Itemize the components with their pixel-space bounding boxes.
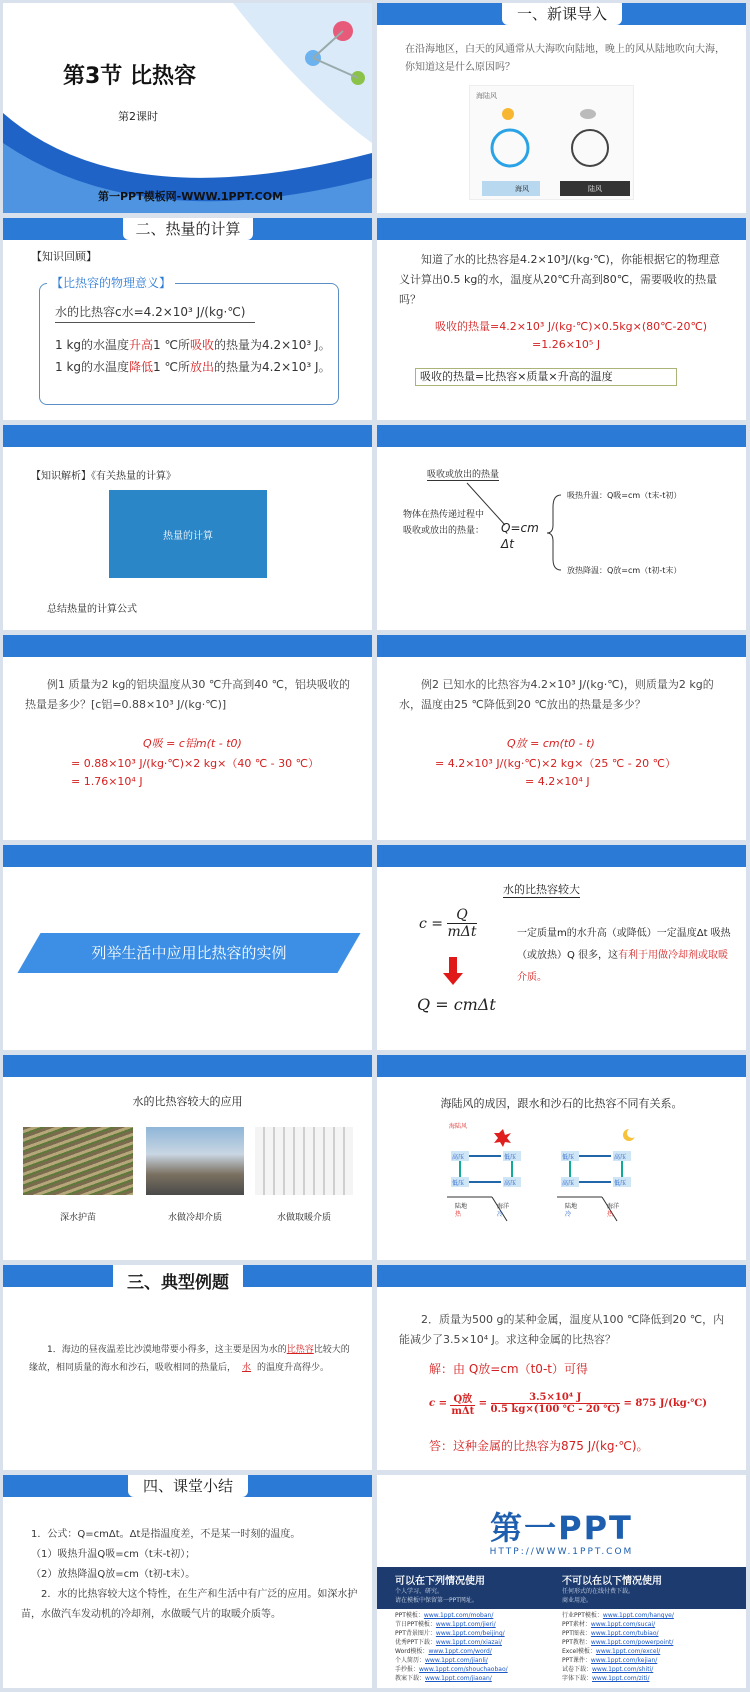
link-kejian[interactable]: www.1ppt.com/kejian/ <box>590 1657 658 1664</box>
solution-line-3: = 1.76×10⁴ J <box>71 775 143 788</box>
can-use-list: 个人学习、研究。 请在模板中保留第一PPT网址。 <box>395 1588 478 1604</box>
header-bar <box>377 1265 746 1287</box>
link-xiazai[interactable]: www.1ppt.com/xiazai/ <box>435 1639 502 1646</box>
summary-point-2: （1）吸热升温Q吸=cm（t末-t初）； <box>31 1549 196 1560</box>
slide-intro <box>377 3 746 213</box>
diagram-title: 海陆风 <box>476 92 497 100</box>
link-word[interactable]: www.1ppt.com/word/ <box>428 1648 492 1655</box>
logo-url: HTTP://WWW.1PPT.COM <box>489 1547 634 1557</box>
caption-rice: 深水护苗 <box>59 1213 96 1223</box>
analysis-tag: 【知识解析】《有关热量的计算》 <box>31 471 176 482</box>
slide-summary <box>3 1475 372 1688</box>
header-bar <box>377 1055 746 1077</box>
solution-formula: c = Q放 mΔt = $\frac{\text{3.5×10⁴ J}}{0.5 kg\times(100 ℃ - 20 ℃)}$ = 875 J/(kg·℃) <box>429 1392 707 1417</box>
slide-sea-land-wind <box>377 1055 746 1260</box>
slide-typical-examples <box>3 1265 372 1470</box>
calc-line-1: 吸收的热量=4.2×10³ J/(kg·℃)×0.5kg×(80℃-20℃) <box>435 320 708 333</box>
link-shouchaobao[interactable]: www.1ppt.com/shouchaobao/ <box>419 1666 508 1673</box>
solution-line-3: = 4.2×10⁴ J <box>525 775 590 788</box>
rice-field-image <box>23 1127 133 1195</box>
link-powerpoint[interactable]: www.1ppt.com/powerpoint/ <box>590 1639 674 1646</box>
slide-title: 水的比热容较大的应用 <box>132 1095 243 1108</box>
slide-ending <box>377 1475 746 1688</box>
slide-video <box>3 425 372 630</box>
links-area <box>377 1609 746 1688</box>
header-bar <box>3 1055 372 1077</box>
video-thumbnail[interactable]: 热量的计算 <box>109 490 267 578</box>
link-jieri[interactable]: www.1ppt.com/jieri/ <box>435 1621 496 1628</box>
label-sea-breeze: 海风 <box>515 185 529 193</box>
slide-question <box>377 218 746 420</box>
example-question: 2．质量为500 g的某种金属，温度从100 ℃降低到20 ℃，内能减少了3.5×10⁴ J。求这种金属的比热容？ <box>399 1313 725 1346</box>
link-moban[interactable]: www.1ppt.com/moban/ <box>423 1612 494 1619</box>
fall-line: 1 kg的水温度降低1 ℃所放出的热量为4.2×10³ J。 <box>55 360 331 374</box>
question-text: 知道了水的比热容是4.2×10³J/(kg·℃)，你能根据它的物理意义计算出0.5 kg的水，温度从20℃升高到80℃，需要吸收的热量吗？ <box>399 253 720 306</box>
link-jiaoan[interactable]: www.1ppt.com/jiaoan/ <box>425 1675 492 1682</box>
slide-title-text: 第3节 比热容 <box>63 64 196 89</box>
solution-line-2: = 0.88×10³ J/(kg·℃)×2 kg×（40 ℃ - 30 ℃） <box>71 757 319 770</box>
slide-title: 海陆风的成因，跟水和沙石的比热容不同有关系。 <box>440 1097 683 1110</box>
summary-point-4: 2．水的比热容较大这个特性，在生产和生活中有广泛的应用。如深水护苗，水做汽车发动机的冷却剂，水做暖气片的取暖介质等。 <box>21 1589 358 1620</box>
link-hangye[interactable]: www.1ppt.com/hangye/ <box>602 1612 674 1619</box>
arrow-head-icon <box>443 973 463 985</box>
example-question: 例2 已知水的比热容为4.2×10³ J/(kg·℃)，则质量为2 kg的水，温度由25 ℃降低到20 ℃放出的热量是多少？ <box>399 678 714 711</box>
day-wind-diagram: 海陆风 高压 低压 低压 高压 陆地 海洋 热 冷 <box>447 1125 537 1225</box>
slide-applications <box>3 1055 372 1260</box>
link-shiti[interactable]: www.1ppt.com/shiti/ <box>592 1666 654 1673</box>
formula-q: Q = cmΔt <box>417 995 496 1014</box>
solution-line-2: = 4.2×10³ J/(kg·℃)×2 kg×（25 ℃ - 20 ℃） <box>435 757 677 770</box>
header-bar <box>3 845 372 867</box>
link-jianli[interactable]: www.1ppt.com/jianli/ <box>425 1657 488 1664</box>
header-bar <box>377 845 746 867</box>
heat-label: 吸收或放出的热量 <box>427 467 499 481</box>
slide-heat-formula <box>377 425 746 630</box>
link-tubiao[interactable]: www.1ppt.com/tubiao/ <box>590 1630 659 1637</box>
slide-heading: 一、新课导入 <box>502 3 622 25</box>
banner-text: 列举生活中应用比热容的实例 <box>91 944 287 962</box>
slide-heading: 四、课堂小结 <box>128 1475 248 1497</box>
radiator-image <box>255 1127 353 1195</box>
slide-water-heat <box>377 845 746 1050</box>
explanation: 一定质量m的水升高（或降低）一定温度Δt 吸热（或放热）Q 很多，这有利于用做冷却剂或取暖介质。 <box>517 928 731 983</box>
slide-title <box>3 3 372 213</box>
video-caption: 总结热量的计算公式 <box>47 604 137 615</box>
cannot-use-title: 不可以在以下情况使用 <box>562 1576 662 1587</box>
example-text: 1．海边的昼夜温差比沙漠地带要小得多，这主要是因为水的比热容比较大的缘故，相同质量的海水和沙石，吸收相同的热量后， 水 的温度升高得少。 <box>29 1345 350 1373</box>
slide-heading: 二、热量的计算 <box>123 218 253 240</box>
rise-line: 1 kg的水温度升高1 ℃所吸收的热量为4.2×10³ J。 <box>55 338 331 352</box>
intro-text: 在沿海地区，白天的风通常从大海吹向陆地，晚上的风从陆地吹向大海，你知道这是什么原因吗？ <box>405 44 725 73</box>
can-use-title: 可以在下列情况使用 <box>395 1576 485 1587</box>
slide-example-3 <box>377 1265 746 1470</box>
site-label: 第一PPT模板网-WWW.1PPT.COM <box>98 190 284 203</box>
sea-land-breeze-diagram <box>469 85 634 200</box>
logo-text: 第一PPT <box>490 1509 633 1547</box>
formula-c: c = Q mΔt <box>419 907 477 940</box>
header-bar <box>3 635 372 657</box>
slide-example-2 <box>377 635 746 840</box>
release-formula: 放热降温：Q放=cm（t初-t末） <box>567 566 682 575</box>
header-bar <box>377 218 746 240</box>
box-title: 【比热容的物理意义】 <box>47 274 175 291</box>
slide-example-1 <box>3 635 372 840</box>
solution-line-1: Q吸 = c铝m(t - t0) <box>143 737 242 750</box>
knowledge-tag: 【知识回顾】 <box>31 250 97 263</box>
link-ziti[interactable]: www.1ppt.com/ziti/ <box>592 1675 650 1682</box>
link-excel[interactable]: www.1ppt.com/excel/ <box>595 1648 661 1655</box>
solution-line-1: Q放 = cm(t0 - t) <box>507 737 595 750</box>
cannot-use-list: 任何形式的在线付费下载。 商业用途。 <box>562 1588 635 1604</box>
main-formula: Q=cm Δt <box>501 521 539 551</box>
caption-engine: 水做冷却介质 <box>167 1213 222 1223</box>
link-beijing[interactable]: www.1ppt.com/beijing/ <box>435 1630 505 1637</box>
absorb-formula: 吸热升温：Q吸=cm（t末-t初） <box>567 491 682 500</box>
answer: 答：这种金属的比热容为875 J/(kg·℃)。 <box>429 1439 649 1453</box>
night-wind-diagram: 低压 高压 高压 低压 陆地 海洋 冷 热 <box>557 1125 647 1225</box>
left-label-2: 吸收或放出的热量： <box>403 526 485 536</box>
caption-radiator: 水做取暖介质 <box>276 1213 331 1223</box>
slide-banner <box>3 845 372 1050</box>
header-bar <box>377 635 746 657</box>
example-question: 例1 质量为2 kg的铝块温度从30 ℃升高到40 ℃，铝块吸收的热量是多少？[c铝=0.88×10³ J/(kg·℃)] <box>25 678 351 711</box>
calc-line-2: =1.26×10⁵ J <box>532 338 601 351</box>
label-land-breeze: 陆风 <box>588 185 602 193</box>
slide-heat-calc <box>3 218 372 420</box>
formula-box: 吸收的热量=比热容×质量×升高的温度 <box>415 368 677 386</box>
water-specific-heat: 水的比热容c水=4.2×10³ J/(kg·℃) <box>55 303 255 323</box>
links-right: 行业PPT模板：www.1ppt.com/hangye/ PPT素材：www.1ppt.com/sucai/ PPT图表：www.1ppt.com/tubiao/ PPT教程：www.1ppt.com/powerpoint/ Excel模板：www.1ppt.com/excel/ PPT课件：www.1ppt.com/kejian/ 试卷下载：www.1ppt.com/shiti/ 字体下载：www.1ppt.com/ziti/ <box>562 1612 674 1682</box>
solution-intro: 解：由 Q放=cm（t0-t）可得 <box>429 1362 588 1376</box>
title-decoration <box>3 3 372 213</box>
license-panel <box>377 1567 746 1688</box>
breeze-drawing <box>470 86 635 201</box>
header-bar <box>3 425 372 447</box>
summary-point-3: （2）放热降温Q放=cm（t初-t末）。 <box>31 1569 196 1580</box>
summary-point-1: 1．公式：Q=cmΔt。Δt是指温度差，不是某一时刻的温度。 <box>31 1529 301 1540</box>
left-label-1: 物体在热传递过程中 <box>403 510 485 520</box>
engine-cooling-image <box>146 1127 244 1195</box>
slide-heading: 三、典型例题 <box>113 1265 243 1295</box>
links-left: PPT模板：www.1ppt.com/moban/ 节日PPT模板：www.1ppt.com/jieri/ PPT背景图片：www.1ppt.com/beijing/ 优秀PPT下载：www.1ppt.com/xiazai/ Word模板：www.1ppt.com/word/ 个人简历：www.1ppt.com/jianli/ 手抄报：www.1ppt.com/shouchaobao/ 教案下载：www.1ppt.com/jiaoan/ <box>395 1612 508 1682</box>
slide-title: 水的比热容较大 <box>503 883 580 896</box>
slide-subtitle: 第2课时 <box>118 110 158 123</box>
link-sucai[interactable]: www.1ppt.com/sucai/ <box>590 1621 656 1628</box>
